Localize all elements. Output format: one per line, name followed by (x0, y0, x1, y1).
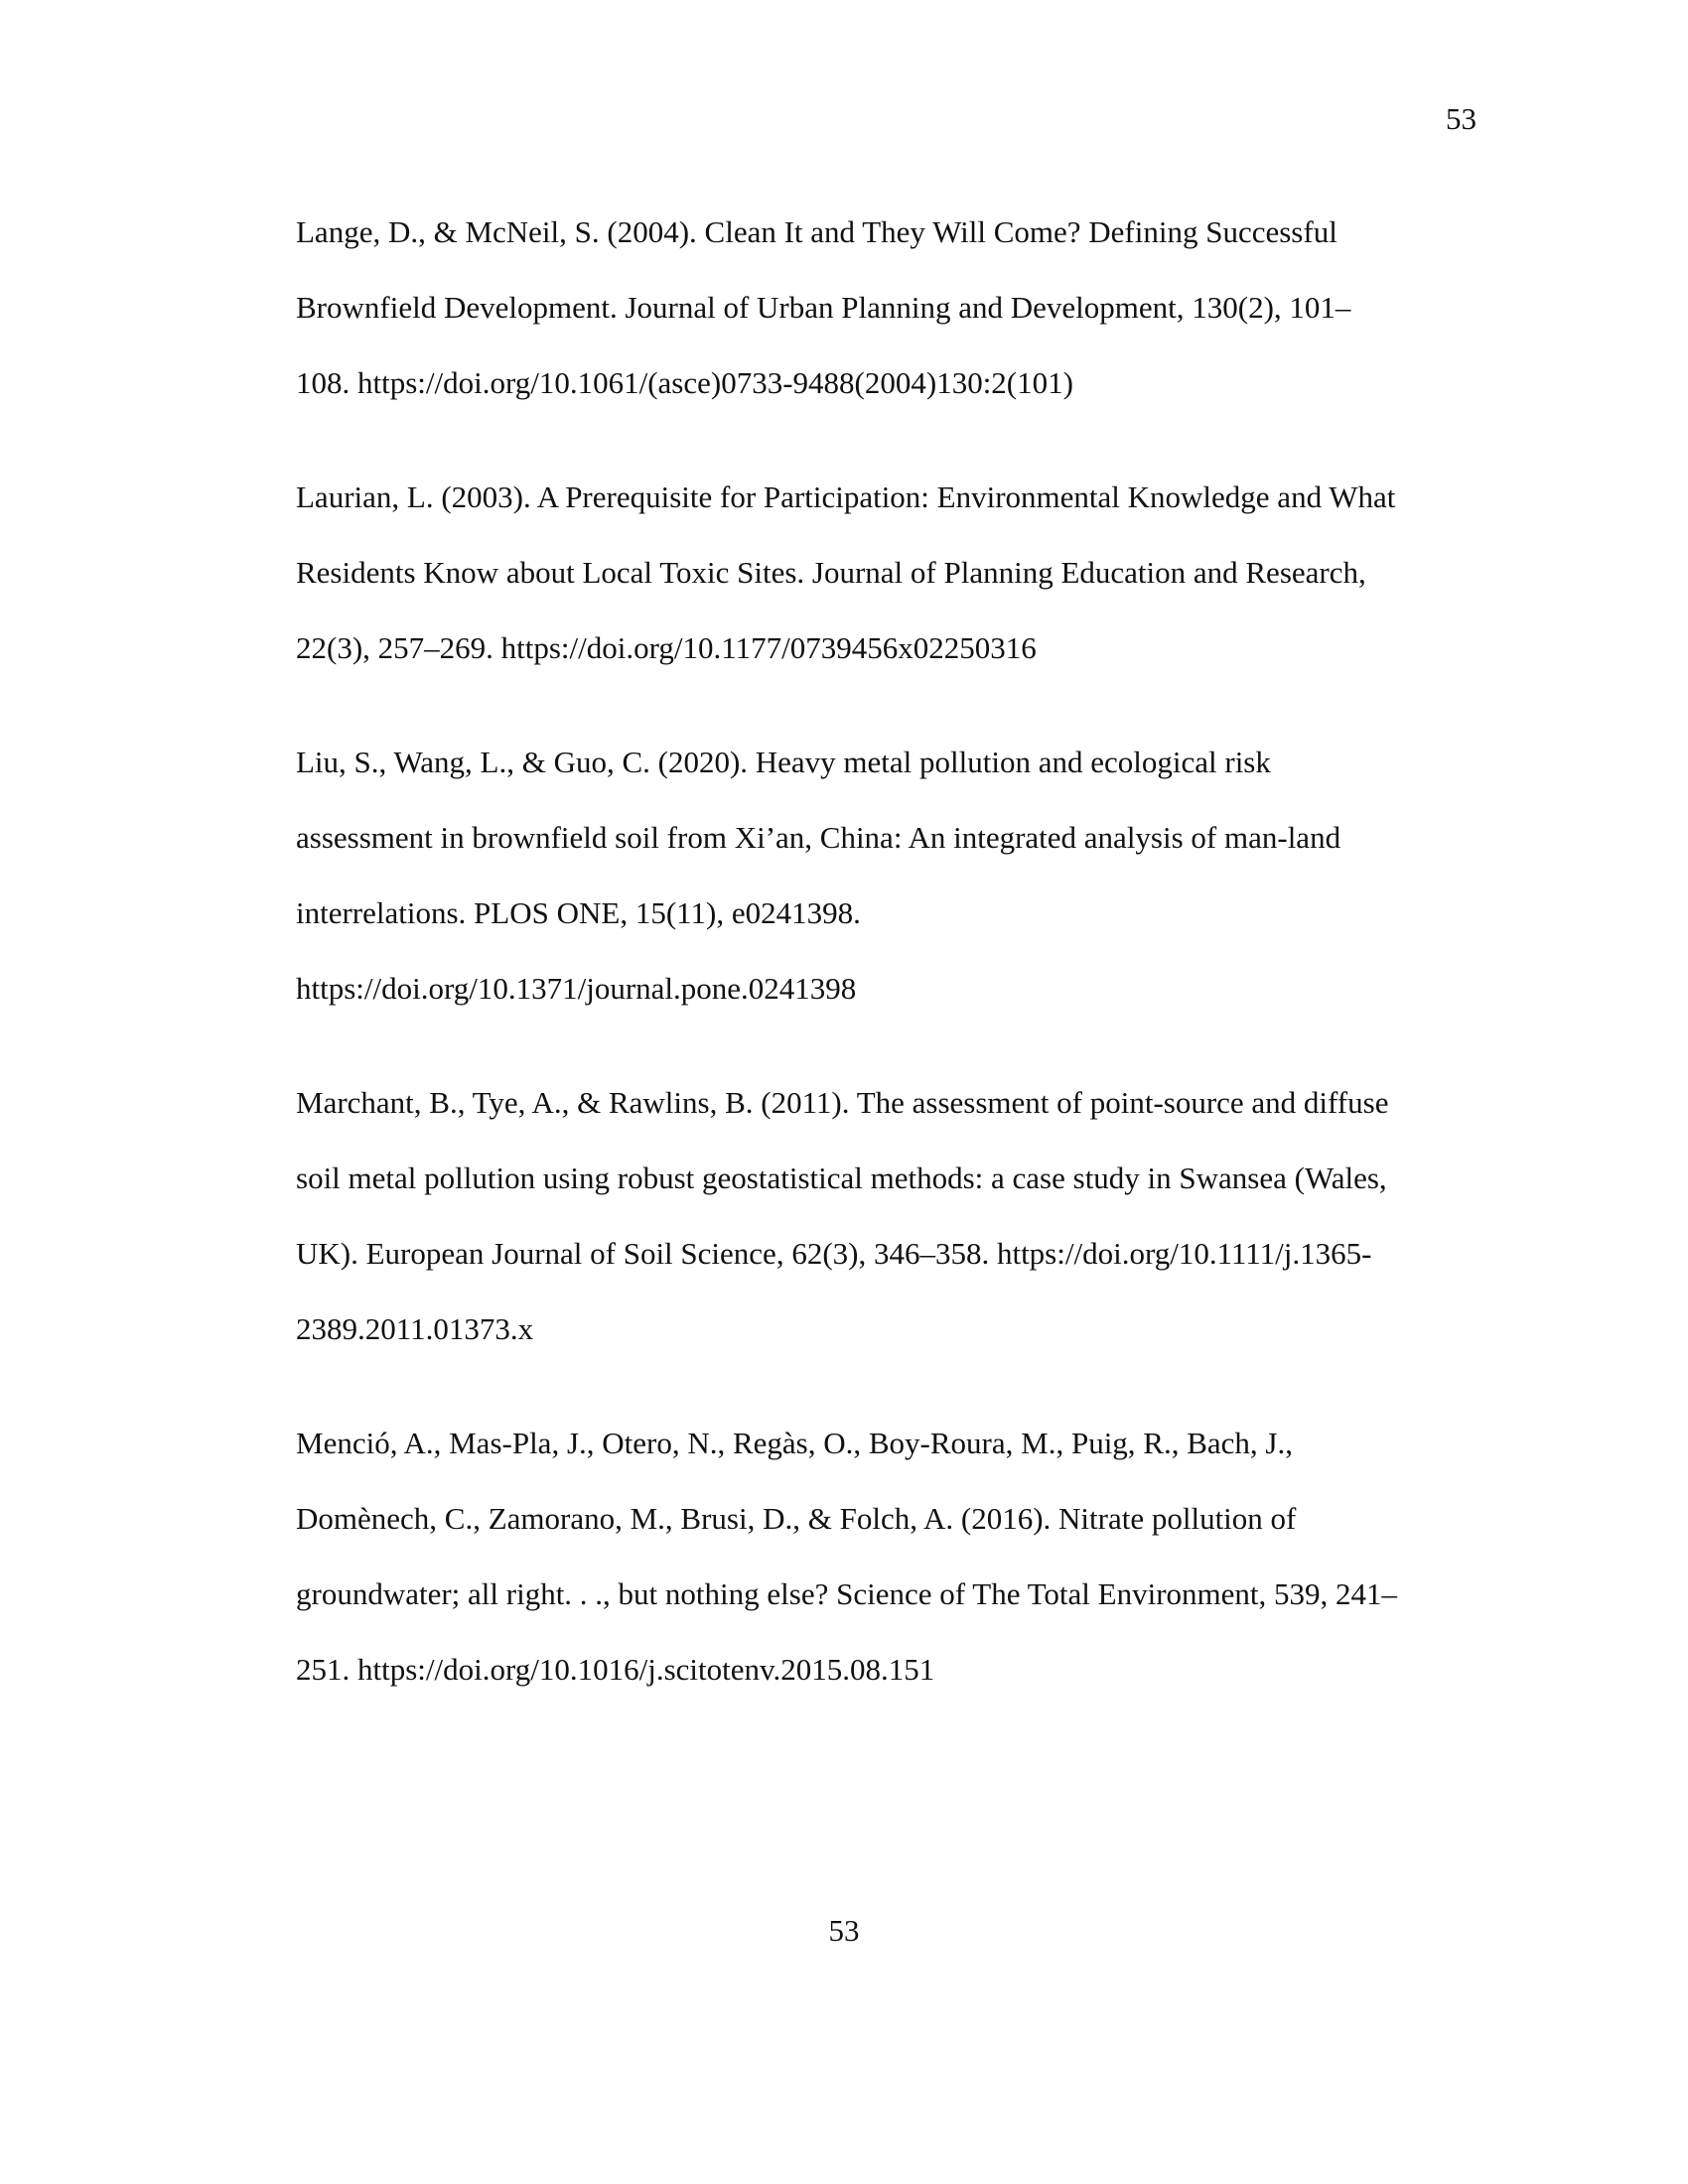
reference-line: 2389.2011.01373.x (296, 1311, 534, 1346)
reference-line: Liu, S., Wang, L., & Guo, C. (2020). Heavy metal pollution and ecological risk (296, 745, 1271, 779)
reference-line: interrelations. PLOS ONE, 15(11), e0241398. (296, 895, 861, 930)
reference-line: Brownfield Development. Journal of Urban Planning and Development, 130(2), 101– (296, 290, 1351, 325)
page-number-top: 53 (1446, 101, 1477, 136)
reference-line: Lange, D., & McNeil, S. (2004). Clean It and They Will Come? Defining Successful (296, 214, 1337, 249)
reference-entry-mencio (296, 1406, 1487, 1707)
reference-line: soil metal pollution using robust geostatistical methods: a case study in Swansea (Wales, (296, 1160, 1387, 1195)
reference-entry-liu (296, 725, 1487, 1026)
reference-line: Marchant, B., Tye, A., & Rawlins, B. (2011). The assessment of point-source and diffuse (296, 1085, 1389, 1120)
reference-line: https://doi.org/10.1371/journal.pone.0241398 (296, 971, 857, 1006)
reference-line: Domènech, C., Zamorano, M., Brusi, D., & Folch, A. (2016). Nitrate pollution of (296, 1501, 1297, 1536)
reference-line: UK). European Journal of Soil Science, 62(3), 346–358. https://doi.org/10.1111/j.1365- (296, 1236, 1372, 1271)
reference-line: 108. https://doi.org/10.1061/(asce)0733-9488(2004)130:2(101) (296, 365, 1073, 400)
reference-line: groundwater; all right. . ., but nothing else? Science of The Total Environment, 539, 241– (296, 1576, 1398, 1611)
reference-line: 22(3), 257–269. https://doi.org/10.1177/0739456x02250316 (296, 630, 1037, 665)
reference-entry-marchant (296, 1065, 1487, 1367)
reference-line: Laurian, L. (2003). A Prerequisite for Participation: Environmental Knowledge and What (296, 479, 1396, 514)
reference-line: 251. https://doi.org/10.1016/j.scitotenv.2015.08.151 (296, 1652, 935, 1687)
reference-line: assessment in brownfield soil from Xi’an, China: An integrated analysis of man-land (296, 820, 1341, 855)
reference-line: Residents Know about Local Toxic Sites. Journal of Planning Education and Research, (296, 555, 1366, 590)
reference-entry-laurian (296, 460, 1487, 686)
page-number-bottom: 53 (828, 1913, 860, 1948)
reference-entry-lange (296, 195, 1487, 421)
reference-list (296, 195, 1487, 1707)
reference-line: Menció, A., Mas-Pla, J., Otero, N., Regàs, O., Boy-Roura, M., Puig, R., Bach, J., (296, 1426, 1293, 1460)
